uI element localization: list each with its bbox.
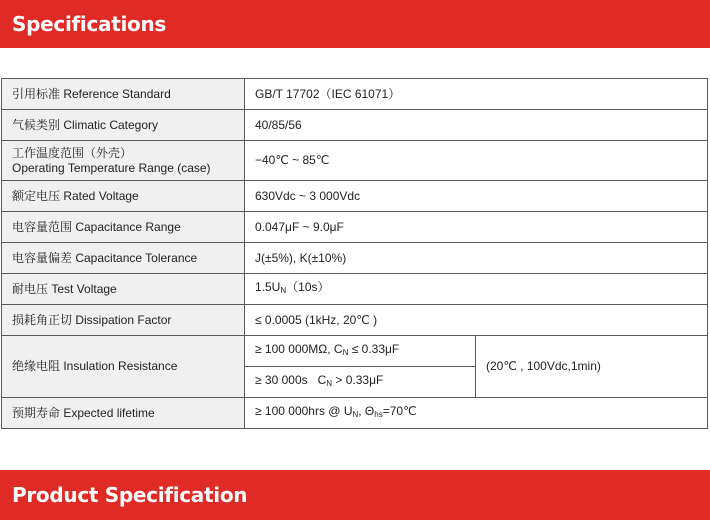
operating-temperature-label-en: Operating Temperature Range (case): [12, 160, 211, 175]
lifetime-value-c: =70℃: [382, 404, 417, 418]
insulation-value-2-sub: N: [326, 379, 333, 388]
operating-temperature-label: [2, 141, 245, 181]
test-voltage-sub: N: [280, 286, 287, 295]
insulation-value-2-a: ≥ 30 000s C: [255, 373, 327, 387]
climatic-category-label: 气候类别 Climatic Category: [2, 110, 245, 141]
insulation-resistance-label: 绝缘电阻 Insulation Resistance: [2, 336, 245, 398]
lifetime-value-sub2: hs: [374, 410, 383, 419]
capacitance-range-label: 电容量范围 Capacitance Range: [2, 212, 245, 243]
expected-lifetime-label: 预期寿命 Expected lifetime: [2, 398, 245, 429]
dissipation-factor-value: ≤ 0.0005 (1kHz, 20℃ ): [245, 305, 708, 336]
rated-voltage-label: 额定电压 Rated Voltage: [2, 181, 245, 212]
insulation-resistance-value-1: [245, 336, 476, 367]
capacitance-tolerance-value: J(±5%), K(±10%): [245, 243, 708, 274]
test-voltage-label: 耐电压 Test Voltage: [2, 274, 245, 305]
test-voltage-value: [245, 274, 708, 305]
insulation-resistance-value-2: [245, 367, 476, 398]
product-specification-header: Product Specification: [0, 470, 710, 520]
insulation-value-1-b: ≤ 0.33μF: [348, 342, 400, 356]
lifetime-value-b: , Θ: [358, 404, 375, 418]
test-voltage-main: 1.5U: [255, 280, 281, 294]
reference-standard-value: GB/T 17702（IEC 61071）: [245, 79, 708, 110]
table-row: [2, 243, 708, 274]
insulation-value-2-b: > 0.33μF: [332, 373, 384, 387]
table-row: [2, 336, 708, 367]
insulation-value-1-sub: N: [342, 348, 349, 357]
climatic-category-value: 40/85/56: [245, 110, 708, 141]
table-row: [2, 110, 708, 141]
operating-temperature-label-cn: 工作温度范围（外壳）: [12, 145, 133, 160]
expected-lifetime-value: [245, 398, 708, 429]
table-row: [2, 398, 708, 429]
table-row: [2, 274, 708, 305]
table-row: [2, 212, 708, 243]
insulation-value-1-a: ≥ 100 000MΩ, C: [255, 342, 343, 356]
specifications-header: Specifications: [0, 0, 710, 48]
operating-temperature-value: −40℃ ~ 85℃: [245, 141, 708, 181]
dissipation-factor-label: 损耗角正切 Dissipation Factor: [2, 305, 245, 336]
table-row: [2, 305, 708, 336]
table-row: [2, 181, 708, 212]
table-row: [2, 141, 708, 181]
test-voltage-tail: （10s）: [286, 280, 330, 294]
lifetime-value-sub1: N: [352, 410, 359, 419]
rated-voltage-value: 630Vdc ~ 3 000Vdc: [245, 181, 708, 212]
reference-standard-label: 引用标准 Reference Standard: [2, 79, 245, 110]
capacitance-tolerance-label: 电容量偏差 Capacitance Tolerance: [2, 243, 245, 274]
insulation-resistance-condition: (20℃ , 100Vdc,1min): [476, 336, 708, 398]
specifications-table: [1, 78, 708, 429]
capacitance-range-value: 0.047μF ~ 9.0μF: [245, 212, 708, 243]
lifetime-value-a: ≥ 100 000hrs @ U: [255, 404, 353, 418]
table-row: [2, 79, 708, 110]
